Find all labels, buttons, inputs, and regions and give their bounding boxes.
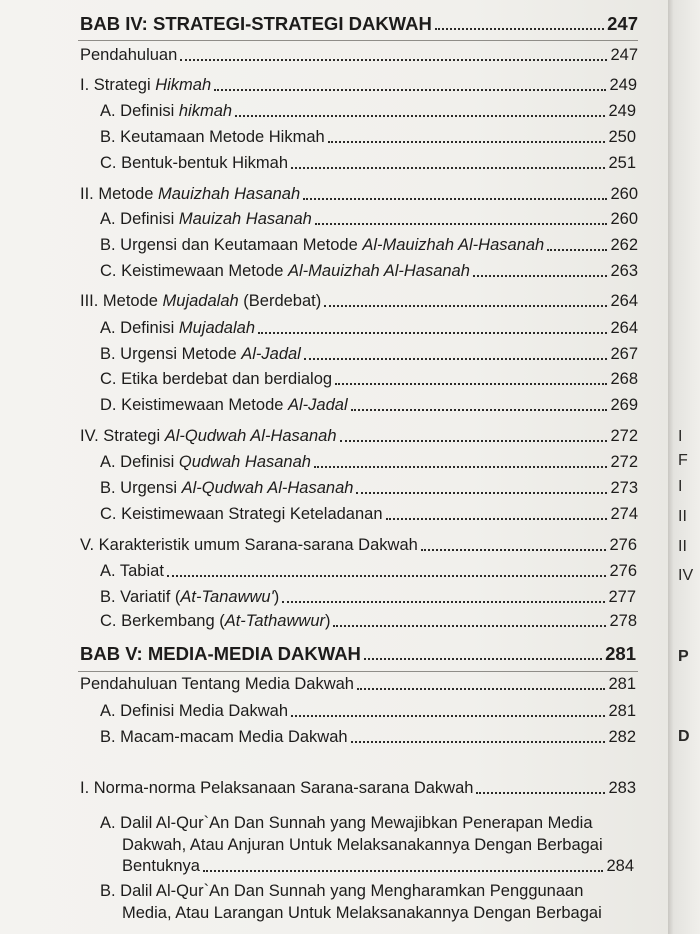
dot-leader bbox=[386, 518, 608, 520]
page-number: 251 bbox=[608, 154, 636, 172]
page-number: 260 bbox=[610, 185, 638, 203]
entry-title bbox=[100, 235, 544, 255]
entry-italic-term: Mujadalah bbox=[178, 319, 255, 337]
page-number: 282 bbox=[608, 728, 636, 746]
dot-leader bbox=[547, 249, 607, 251]
entry-italic-term: Mauizhah Hasanah bbox=[157, 185, 301, 203]
page-number: 278 bbox=[609, 612, 637, 630]
entry-title bbox=[100, 153, 288, 173]
page-number: 249 bbox=[609, 76, 637, 94]
entry-text: B. Macam-macam Media Dakwah bbox=[100, 728, 348, 746]
dot-leader bbox=[303, 198, 607, 200]
page-number: 283 bbox=[608, 779, 636, 797]
toc-entry-long-a-last[interactable] bbox=[122, 856, 634, 876]
entry-title bbox=[80, 184, 300, 204]
toc-entry[interactable] bbox=[100, 478, 638, 498]
toc-entry[interactable] bbox=[80, 778, 636, 798]
adjacent-page-fragment: IV bbox=[678, 567, 694, 584]
toc-entry[interactable] bbox=[100, 561, 637, 581]
entry-italic-term: Al-Mauizhah Al-Hasanah bbox=[362, 236, 545, 254]
entry-title bbox=[100, 561, 164, 581]
page-number: 272 bbox=[610, 427, 638, 445]
dot-leader bbox=[291, 715, 605, 717]
entry-italic-term: Al-Qudwah Al-Hasanah bbox=[181, 479, 354, 497]
entry-text: C. Berkembang ( bbox=[100, 612, 225, 630]
adjacent-page-fragment: D bbox=[678, 728, 690, 745]
dot-leader bbox=[291, 167, 605, 169]
toc-entry[interactable] bbox=[100, 344, 638, 364]
toc-entry[interactable] bbox=[80, 291, 638, 311]
toc-entry[interactable] bbox=[100, 127, 636, 147]
page-number: 260 bbox=[610, 210, 638, 228]
toc-entry-long-b[interactable] bbox=[100, 880, 620, 924]
dot-leader bbox=[356, 492, 607, 494]
dot-leader bbox=[351, 741, 606, 743]
entry-title bbox=[100, 452, 311, 472]
page-number: 273 bbox=[610, 479, 638, 497]
dot-leader bbox=[473, 275, 608, 277]
dot-leader bbox=[435, 28, 604, 30]
page-number: 281 bbox=[605, 643, 636, 664]
dot-leader bbox=[364, 658, 602, 660]
entry-title bbox=[100, 504, 383, 524]
entry-italic-term: hikmah bbox=[178, 102, 233, 120]
entry-text: I. Strategi bbox=[80, 76, 156, 94]
entry-italic-term: Al-Qudwah Al-Hasanah bbox=[164, 427, 337, 445]
toc-entry[interactable] bbox=[80, 426, 638, 446]
dot-leader bbox=[258, 332, 607, 334]
toc-entry[interactable] bbox=[100, 101, 636, 121]
entry-text: III. Metode bbox=[80, 292, 163, 310]
entry-title bbox=[100, 727, 348, 747]
toc-entry[interactable] bbox=[80, 45, 638, 65]
page-number: 281 bbox=[608, 702, 636, 720]
toc-entry[interactable] bbox=[80, 75, 637, 95]
adjacent-page-fragment: I bbox=[678, 478, 683, 495]
dot-leader bbox=[476, 792, 605, 794]
toc-entry[interactable] bbox=[100, 369, 638, 389]
dot-leader bbox=[421, 549, 607, 551]
dot-leader bbox=[328, 141, 606, 143]
dot-leader bbox=[314, 466, 608, 468]
entry-italic-term: Qudwah Hasanah bbox=[178, 453, 311, 471]
entry-text: I. Norma-norma Pelaksanaan Sarana-sarana Dakwah bbox=[80, 779, 474, 797]
entry-line: A. Dalil Al-Qur`An Dan Sunnah yang Mewajibkan Penerapan Media bbox=[100, 814, 593, 832]
entry-text: ) bbox=[324, 612, 331, 630]
entry-title bbox=[100, 369, 332, 389]
entry-title bbox=[100, 318, 255, 338]
entry-text: B. Keutamaan Metode Hikmah bbox=[100, 128, 325, 146]
page-number: 272 bbox=[610, 453, 638, 471]
dot-leader bbox=[357, 688, 605, 690]
page-number: 263 bbox=[610, 262, 638, 280]
toc-entry[interactable] bbox=[100, 504, 638, 524]
entry-text: V. Karakteristik umum Sarana-sarana Dakwah bbox=[80, 536, 418, 554]
adjacent-page-fragment: I bbox=[678, 428, 683, 445]
entry-text: C. Etika berdebat dan berdialog bbox=[100, 370, 333, 388]
adjacent-page-fragment: F bbox=[678, 452, 688, 469]
toc-entry[interactable] bbox=[100, 318, 638, 338]
entry-title bbox=[100, 587, 279, 607]
entry-text: B. Urgensi dan Keutamaan Metode bbox=[100, 236, 363, 254]
entry-text: IV. Strategi bbox=[80, 427, 165, 445]
entry-text: Pendahuluan bbox=[80, 46, 178, 64]
toc-entry[interactable] bbox=[100, 261, 638, 281]
page-number: 284 bbox=[606, 857, 634, 875]
entry-line: Bentuknya bbox=[122, 857, 200, 875]
entry-italic-term: At-Tathawwur bbox=[224, 612, 325, 630]
toc-entry[interactable] bbox=[100, 452, 638, 472]
entry-title bbox=[80, 426, 337, 446]
adjacent-page-fragment: P bbox=[678, 648, 689, 665]
adjacent-page-fragment: II bbox=[678, 508, 687, 525]
entry-title bbox=[100, 127, 325, 147]
entry-line: Dakwah, Atau Anjuran Untuk Melaksanakannya Dengan Berbagai bbox=[122, 836, 603, 854]
entry-title bbox=[80, 291, 321, 311]
page-number: 276 bbox=[609, 536, 637, 554]
page-number: 247 bbox=[610, 46, 638, 64]
page-number: 249 bbox=[608, 102, 636, 120]
page-number: 268 bbox=[610, 370, 638, 388]
dot-leader bbox=[180, 59, 607, 61]
dot-leader bbox=[340, 440, 608, 442]
toc-entry[interactable] bbox=[100, 587, 636, 607]
toc-entry[interactable] bbox=[100, 395, 638, 415]
entry-italic-term: At-Tanawwu' bbox=[180, 588, 274, 606]
page-number: 247 bbox=[607, 13, 638, 34]
page-number: 269 bbox=[610, 396, 638, 414]
entry-text: B. Urgensi bbox=[100, 479, 182, 497]
entry-title bbox=[80, 778, 473, 798]
toc-entry[interactable] bbox=[100, 727, 636, 747]
page-number: 276 bbox=[609, 562, 637, 580]
entry-text: B. Urgensi Metode bbox=[100, 345, 242, 363]
dot-leader bbox=[324, 305, 607, 307]
divider-line bbox=[78, 671, 638, 672]
entry-text: A. Definisi bbox=[100, 102, 179, 120]
toc-entry-long-a[interactable] bbox=[100, 812, 620, 856]
entry-text: C. Bentuk-bentuk Hikmah bbox=[100, 154, 289, 172]
entry-text: A. Tabiat bbox=[100, 562, 164, 580]
toc-entry[interactable] bbox=[100, 209, 638, 229]
entry-text: A. Definisi bbox=[100, 319, 179, 337]
entry-line: Media, Atau Larangan Untuk Melaksanakannya Dengan Berbagai bbox=[122, 904, 602, 922]
toc-entry[interactable] bbox=[80, 535, 637, 555]
entry-title bbox=[100, 344, 301, 364]
entry-text: A. Definisi bbox=[100, 210, 179, 228]
dot-leader bbox=[335, 383, 607, 385]
page-number: 250 bbox=[608, 128, 636, 146]
adjacent-page-fragment: II bbox=[678, 538, 687, 555]
page-number: 274 bbox=[610, 505, 638, 523]
entry-text: Pendahuluan Tentang Media Dakwah bbox=[80, 675, 354, 693]
entry-title bbox=[100, 701, 288, 721]
entry-italic-term: Al-Jadal bbox=[241, 345, 301, 363]
dot-leader bbox=[304, 358, 608, 360]
entry-italic-term: Al-Mauizhah Al-Hasanah bbox=[288, 262, 470, 280]
dot-leader bbox=[214, 89, 606, 91]
chapter-title: BAB IV: STRATEGI-STRATEGI DAKWAH bbox=[80, 13, 432, 34]
toc-entry[interactable] bbox=[100, 611, 637, 631]
toc-entry[interactable] bbox=[80, 184, 638, 204]
entry-title bbox=[80, 674, 354, 694]
entry-text: A. Definisi Media Dakwah bbox=[100, 702, 288, 720]
entry-text: A. Definisi bbox=[100, 453, 179, 471]
toc-entry[interactable] bbox=[100, 153, 636, 173]
toc-entry[interactable] bbox=[100, 235, 638, 255]
entry-title bbox=[100, 101, 232, 121]
page-number: 264 bbox=[610, 292, 638, 310]
entry-title bbox=[100, 209, 312, 229]
entry-title bbox=[80, 75, 211, 95]
page-number: 267 bbox=[610, 345, 638, 363]
entry-title bbox=[100, 261, 470, 281]
page-number: 264 bbox=[610, 319, 638, 337]
entry-italic-term: Mauizah Hasanah bbox=[178, 210, 312, 228]
entry-text: B. Variatif ( bbox=[100, 588, 181, 606]
entry-title bbox=[100, 478, 353, 498]
entry-text: C. Keistimewaan Strategi Keteladanan bbox=[100, 505, 383, 523]
chapter-heading-bab5[interactable] bbox=[80, 644, 636, 664]
entry-italic-term: Hikmah bbox=[155, 76, 212, 94]
dot-leader bbox=[235, 115, 605, 117]
entry-text: C. Keistimewaan Metode bbox=[100, 262, 289, 280]
page-number: 262 bbox=[610, 236, 638, 254]
chapter-heading-bab4[interactable] bbox=[80, 14, 638, 34]
chapter-title: BAB V: MEDIA-MEDIA DAKWAH bbox=[80, 643, 361, 664]
entry-text: ) bbox=[273, 588, 280, 606]
dot-leader bbox=[167, 575, 607, 577]
entry-title bbox=[80, 45, 177, 65]
entry-text: (Berdebat) bbox=[238, 292, 322, 310]
entry-line: B. Dalil Al-Qur`An Dan Sunnah yang Mengharamkan Penggunaan bbox=[100, 882, 584, 900]
entry-text: D. Keistimewaan Metode bbox=[100, 396, 289, 414]
divider-line bbox=[78, 40, 638, 41]
dot-leader bbox=[333, 625, 606, 627]
page-number: 277 bbox=[608, 588, 636, 606]
dot-leader bbox=[315, 223, 608, 225]
dot-leader bbox=[203, 870, 603, 872]
entry-title bbox=[100, 395, 348, 415]
toc-entry[interactable] bbox=[80, 674, 636, 694]
entry-text: II. Metode bbox=[80, 185, 158, 203]
toc-entry[interactable] bbox=[100, 701, 636, 721]
dot-leader bbox=[282, 601, 605, 603]
dot-leader bbox=[351, 409, 608, 411]
page-number: 281 bbox=[608, 675, 636, 693]
entry-title bbox=[100, 611, 330, 631]
entry-italic-term: Mujadalah bbox=[162, 292, 239, 310]
entry-italic-term: Al-Jadal bbox=[288, 396, 348, 414]
entry-title bbox=[80, 535, 418, 555]
